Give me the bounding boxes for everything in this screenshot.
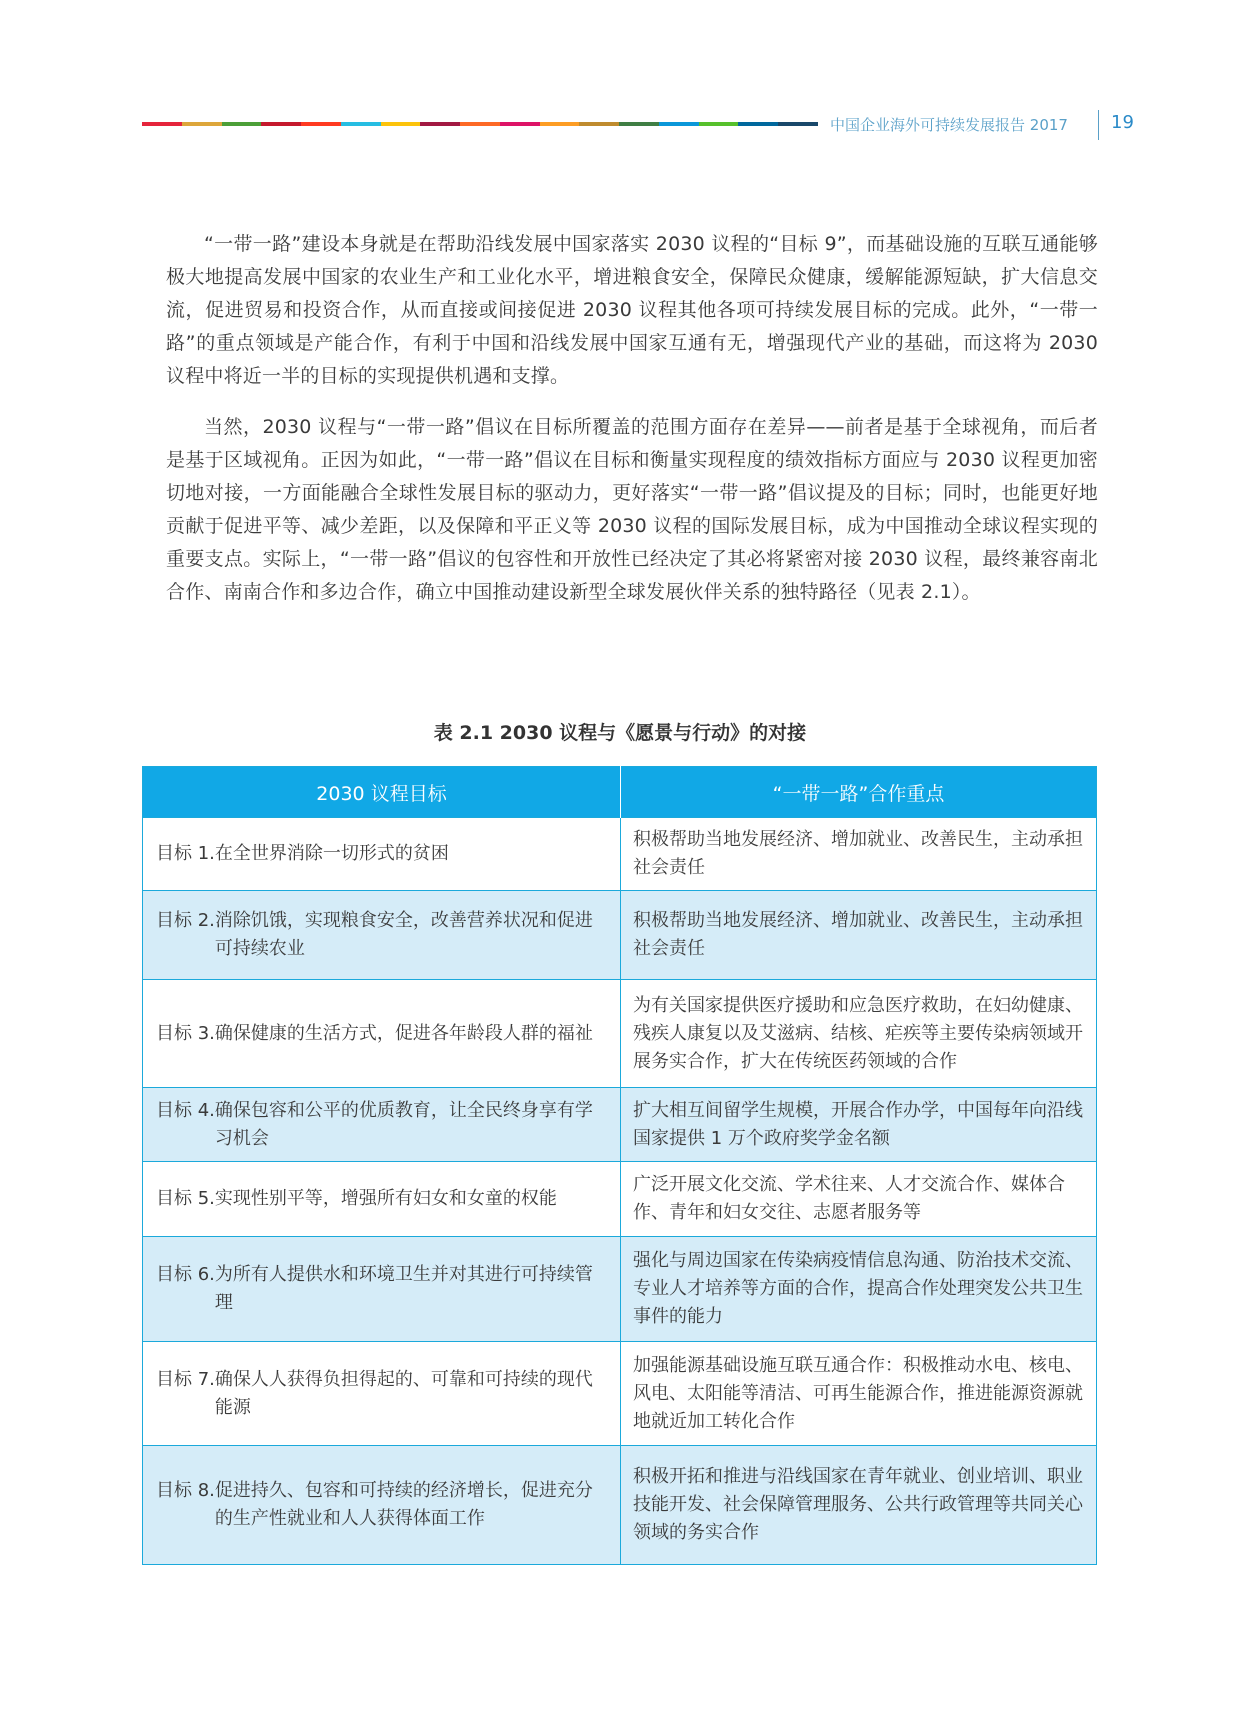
- goal-number: 目标 3.: [156, 1022, 215, 1044]
- goal-cell: [143, 980, 621, 1088]
- sdg-stripe-segment: [341, 122, 381, 126]
- sdg-stripe-segment: [420, 122, 460, 126]
- sdg-alignment-table: [142, 766, 1097, 1565]
- table-row: [143, 1088, 1097, 1162]
- focus-cell: 积极帮助当地发展经济、增加就业、改善民生，主动承担社会责任: [621, 818, 1097, 891]
- table-row: [143, 1162, 1097, 1237]
- sdg-stripe-segment: [619, 122, 659, 126]
- goal-text: 实现性别平等，增强所有妇女和女童的权能: [214, 1188, 557, 1209]
- goal-number: 目标 6.: [156, 1264, 215, 1285]
- goal-cell: [143, 1088, 621, 1162]
- header-sdg-goals: 2030 议程目标: [143, 767, 621, 818]
- table-row: [143, 980, 1097, 1088]
- goal-text: 促进持久、包容和可持续的经济增长，促进充分的生产性就业和人人获得体面工作: [214, 1480, 593, 1529]
- table-row: [143, 818, 1097, 891]
- sdg-stripe-segment: [579, 122, 619, 126]
- goal-number: 目标 8.: [156, 1480, 215, 1501]
- sdg-color-stripe: [142, 122, 818, 126]
- goal-text: 消除饥饿，实现粮食安全，改善营养状况和促进可持续农业: [214, 910, 593, 959]
- focus-cell: 广泛开展文化交流、学术往来、人才交流合作、媒体合作、青年和妇女交往、志愿者服务等: [621, 1162, 1097, 1237]
- focus-cell: 积极开拓和推进与沿线国家在青年就业、创业培训、职业技能开发、社会保障管理服务、公共行政管理等共同关心领域的务实合作: [621, 1446, 1097, 1565]
- table-row: [143, 1446, 1097, 1565]
- paragraph-2: 当然，2030 议程与“一带一路”倡议在目标所覆盖的范围方面存在差异——前者是基于全球视角，而后者是基于区域视角。正因为如此，“一带一路”倡议在目标和衡量实现程度的绩效指标方面应与 2030 议程更加密切地对接，一方面能融合全球性发展目标的驱动力，更好落实“一带一路”倡议提及的目标；同时，也能更好地贡献于促进平等、减少差距，以及保障和平正义等 2030 议程的国际发展目标，成为中国推动全球议程实现的重要支点。实际上，“一带一路”倡议的包容性和开放性已经决定了其必将紧密对接 2030 议程，最终兼容南北合作、南南合作和多边合作，确立中国推动建设新型全球发展伙伴关系的独特路径（见表 2.1）。: [166, 416, 1098, 603]
- goal-number: 目标 1.: [156, 843, 215, 864]
- focus-cell: 加强能源基础设施互联互通合作：积极推动水电、核电、风电、太阳能等清洁、可再生能源合作，推进能源资源就地就近加工转化合作: [621, 1342, 1097, 1446]
- focus-cell: 为有关国家提供医疗援助和应急医疗救助，在妇幼健康、残疾人康复以及艾滋病、结核、疟疾等主要传染病领域开展务实合作，扩大在传统医药领域的合作: [621, 980, 1097, 1088]
- sdg-stripe-segment: [261, 122, 301, 126]
- page-header: [0, 0, 1240, 160]
- body-text: [166, 228, 1098, 627]
- sdg-stripe-segment: [699, 122, 739, 126]
- header-belt-road-focus: “一带一路”合作重点: [621, 767, 1097, 818]
- sdg-stripe-segment: [222, 122, 262, 126]
- table-row: [143, 1237, 1097, 1342]
- focus-cell: 积极帮助当地发展经济、增加就业、改善民生，主动承担社会责任: [621, 891, 1097, 980]
- sdg-stripe-segment: [500, 122, 540, 126]
- sdg-stripe-segment: [778, 122, 818, 126]
- goal-text: 确保人人获得负担得起的、可靠和可持续的现代能源: [214, 1368, 593, 1418]
- goal-number: 目标 2.: [156, 910, 215, 931]
- sdg-stripe-segment: [301, 122, 341, 126]
- sdg-stripe-segment: [540, 122, 580, 126]
- goal-cell: [143, 1237, 621, 1342]
- goal-text: 在全世界消除一切形式的贫困: [214, 843, 449, 864]
- sdg-stripe-segment: [460, 122, 500, 126]
- goal-text: 确保健康的生活方式，促进各年龄段人群的福祉: [214, 1022, 593, 1044]
- table-row: [143, 1342, 1097, 1446]
- goal-number: 目标 7.: [156, 1368, 215, 1390]
- sdg-stripe-segment: [182, 122, 222, 126]
- goal-text: 为所有人提供水和环境卫生并对其进行可持续管理: [214, 1264, 593, 1313]
- page-number: 19: [1111, 112, 1134, 133]
- table-header-row: [143, 767, 1097, 818]
- goal-cell: [143, 1342, 621, 1446]
- focus-cell: 强化与周边国家在传染病疫情信息沟通、防治技术交流、专业人才培养等方面的合作，提高合作处理突发公共卫生事件的能力: [621, 1237, 1097, 1342]
- sdg-stripe-segment: [738, 122, 778, 126]
- sdg-stripe-segment: [381, 122, 421, 126]
- sdg-stripe-segment: [659, 122, 699, 126]
- goal-cell: [143, 818, 621, 891]
- table-row: [143, 891, 1097, 980]
- sdg-stripe-segment: [142, 122, 182, 126]
- table-caption: 表 2.1 2030 议程与《愿景与行动》的对接: [433, 722, 807, 744]
- goal-cell: [143, 1162, 621, 1237]
- goal-cell: [143, 891, 621, 980]
- paragraph-1: “一带一路”建设本身就是在帮助沿线发展中国家落实 2030 议程的“目标 9”，而基础设施的互联互通能够极大地提高发展中国家的农业生产和工业化水平，增进粮食安全，保障民众健康，缓解能源短缺，扩大信息交流，促进贸易和投资合作，从而直接或间接促进 2030 议程其他各项可持续发展目标的完成。此外，“一带一路”的重点领域是产能合作，有利于中国和沿线发展中国家互通有无，增强现代产业的基础，而这将为 2030 议程中将近一半的目标的实现提供机遇和支撑。: [166, 233, 1098, 387]
- header-divider: [1098, 110, 1099, 140]
- goal-cell: [143, 1446, 621, 1565]
- goal-number: 目标 4.: [156, 1099, 215, 1121]
- focus-cell: 扩大相互间留学生规模，开展合作办学，中国每年向沿线国家提供 1 万个政府奖学金名额: [621, 1088, 1097, 1162]
- report-title: 中国企业海外可持续发展报告 2017: [830, 116, 1068, 134]
- goal-number: 目标 5.: [156, 1188, 215, 1209]
- goal-text: 确保包容和公平的优质教育，让全民终身享有学习机会: [214, 1099, 593, 1149]
